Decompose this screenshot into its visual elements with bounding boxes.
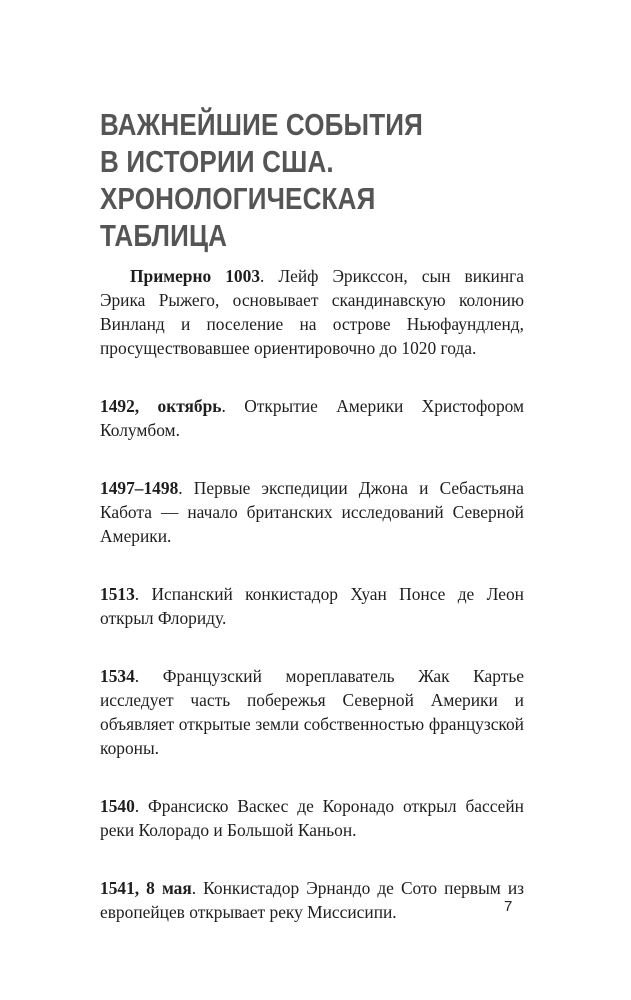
chapter-title-line: ТАБЛИЦА [100,218,228,253]
entry-text: . Конкистадор Эрнандо де Сото первым из европейцев открывает реку Миссисипи. [100,878,524,922]
entry-text: . Французский мореплаватель Жак Картье исследует часть побережья Северной Америки и объявляет открытые земли собственностью французской короны. [100,666,524,758]
entry-date: 1497–1498 [100,478,179,498]
chronology-list [100,264,524,958]
chronology-entry [100,476,524,548]
entry-date: 1540 [100,796,135,816]
page-number: 7 [504,898,513,915]
chronology-entry [100,394,524,442]
chapter-title-line: В ИСТОРИИ США. [100,144,334,179]
entry-date: Примерно 1003 [130,266,261,286]
chapter-title [100,106,470,254]
chronology-entry [100,582,524,630]
entry-text: . Лейф Эрикссон, сын викинга Эрика Рыжего, основывает скандинавскую колонию Винланд и поселение на острове Ньюфаундленд, просуществовавшее ориентировочно до 1020 года. [100,266,524,358]
chapter-title-line: ХРОНОЛОГИЧЕСКАЯ [100,181,376,216]
chronology-entry [100,264,524,360]
entry-text: . Открытие Америки Христофором Колумбом. [100,396,525,440]
chapter-title-line: ВАЖНЕЙШИЕ СОБЫТИЯ [100,107,424,142]
entry-date: 1541, 8 мая [100,878,192,898]
entry-text: . Первые экспедиции Джона и Себастьяна Кабота — начало британских исследований Северной Америки. [100,478,524,546]
chronology-entry [100,794,524,842]
entry-text: . Франсиско Васкес де Коронадо открыл бассейн реки Колорадо и Большой Каньон. [100,796,524,840]
chronology-entry [100,876,524,924]
chronology-entry [100,664,524,760]
entry-text: . Испанский конкистадор Хуан Понсе де Леон открыл Флориду. [100,584,524,628]
entry-date: 1513 [100,584,135,604]
entry-date: 1534 [100,666,135,686]
entry-date: 1492, октябрь [100,396,222,416]
